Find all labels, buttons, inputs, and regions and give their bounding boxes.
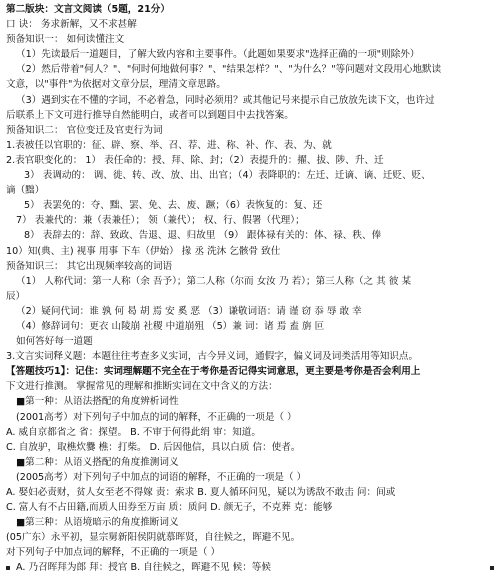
text-line: ■第一种：从语法搭配的角度辨析词性 xyxy=(16,396,179,408)
text-line: 3.文言实词释义题：本题往往考查多义实词，古今异义词，通假字，偏义词及词类活用等知识点。 xyxy=(6,351,419,363)
text-line: ■第二种：从语义搭配的角度推测词义 xyxy=(16,456,179,468)
text-line: A. 乃召晖拜为郎 拜：授官 B. 自往候之，晖避不见 候：等候 xyxy=(16,562,271,574)
text-line: (2001高考）对下列句子中加点的词的解释，不正确的一项是（ ） xyxy=(16,411,297,423)
text-line: （2）疑问代词：谁 孰 何 曷 胡 焉 安 奚 恶 （3）谦敬词语：请 谨 窃 忝 辱 敢 幸 xyxy=(16,305,362,317)
page-top-edge xyxy=(0,0,500,1)
text-line: A. 娶妇必责财，贫人女至老不得嫁 责：索求 B. 夏人循环问见，疑以为诱敌不敢击 问：间或 xyxy=(6,487,396,498)
text-line: 7） 表兼代的：兼（表兼任）； 领（兼代）； 权、行、假署（代理）； xyxy=(16,215,305,227)
text-line: 3） 表调动的： 调、徙、转、改、放、出、出官；（4）表降职的：左迁、迁谪、谪、迁贬、贬、 xyxy=(24,170,431,182)
text-line: (05广东）永平初，显宗舅新阳侯阴就慕晖贤，自往候之，晖避不见。 xyxy=(6,532,301,544)
text-line: 辰） xyxy=(6,290,26,302)
text-line: ■第三种：从语境暗示的角度推断词义 xyxy=(16,517,179,529)
text-line: 下文进行推测。 掌握常见的理解和推断实词在文中含义的方法： xyxy=(6,381,278,393)
text-line: 预备知识一： 如何读懂注文 xyxy=(6,34,125,46)
corner-mark-left xyxy=(6,566,10,570)
text-line: C. 自放驴，取樵炊爨 樵：打柴。 D. 后因他信，具以白质 信：使者。 xyxy=(6,441,301,453)
text-line: 如何答好每一道题 xyxy=(16,336,93,348)
corner-mark-right xyxy=(490,566,494,570)
text-line: 对下列句子中加点词的解释，不正确的一项是（ ） xyxy=(6,547,221,559)
text-line: 第二版块：文言文阅读（5题，21分） xyxy=(6,4,170,15)
text-line: 谪（黜） xyxy=(6,185,45,197)
text-line: (2005高考）对下列句子中加点的词语的解释，不正确的一项是（ ） xyxy=(16,471,307,483)
text-line: （1）先读最后一道题目，了解大致内容和主要事件。（此题如果要求"选择正确的一项"则除外） xyxy=(16,49,420,61)
text-line: 文意，以"事件"为依据对文章分层，理清文章思路。 xyxy=(6,79,226,91)
text-line: 10）知(典、主) 视事 用事 下车（伊始） 掾 丞 洗沐 乞骸骨 致仕 xyxy=(6,245,281,257)
text-line: C. 富人有不占田籍,而质人田券至万亩 质：质问 D. 颜无子，不克葬 克：能够 xyxy=(6,502,333,514)
text-line: 1.表被任以官职的：征、辟、察、举、召、荐、进、称、补、作、表、为、就 xyxy=(6,139,332,151)
text-line: 预备知识三： 其它出现频率较高的词语 xyxy=(6,260,173,272)
text-line: 8） 表辞去的：辞、致政、告退、退、归故里 （9） 跟体禄有关的：体、禄、秩、俸 xyxy=(24,230,382,242)
text-line: 【答题技巧1】：记住：实词理解题不完全在于考你是否记得实词意思，更主要是考你是否会利用上 xyxy=(6,366,421,378)
text-line: A. 威自京都省之 省：探望。 B. 不审于何得此绢 审：知道。 xyxy=(6,426,261,438)
text-line: （3）遇到实在不懂的字词，不必着急，同时必须用？或其他记号来提示自己放放先读下文，也许过 xyxy=(16,94,435,106)
text-line: （1） 人称代词：第一人称（余 吾予）；第二人称（尔而 女汝 乃 若）；第三人称（之 其 彼 某 xyxy=(16,275,412,287)
document-body xyxy=(6,2,494,576)
text-line: （2）然后带着"何人？"、"何时何地做何事？"、"结果怎样？"、"为什么？"等问题对文段用心地默读 xyxy=(16,64,442,76)
text-line: 2.表官职变化的： 1） 表任命的：授、拜、除、封；（2）表提升的：擢、拔、陟、升、迁 xyxy=(6,154,384,166)
text-line: 预备知识二： 官位变迁及官吏行为词 xyxy=(6,124,163,136)
text-line: 后联系上下文可进行推导自然能明白，或者可以到题目中去找答案。 xyxy=(6,109,294,121)
text-line: 口 诀： 务求新解，又不求甚解 xyxy=(6,19,137,31)
text-line: 5） 表罢免的：夺、黜、罢、免、去、废、蹶；（6）表恢复的：复、还 xyxy=(24,200,323,212)
text-line: （4）修辞词句：更衣 山陵崩 社稷 中道崩殂 （5）兼 词：诸 焉 盍 旃 叵 xyxy=(16,320,325,332)
